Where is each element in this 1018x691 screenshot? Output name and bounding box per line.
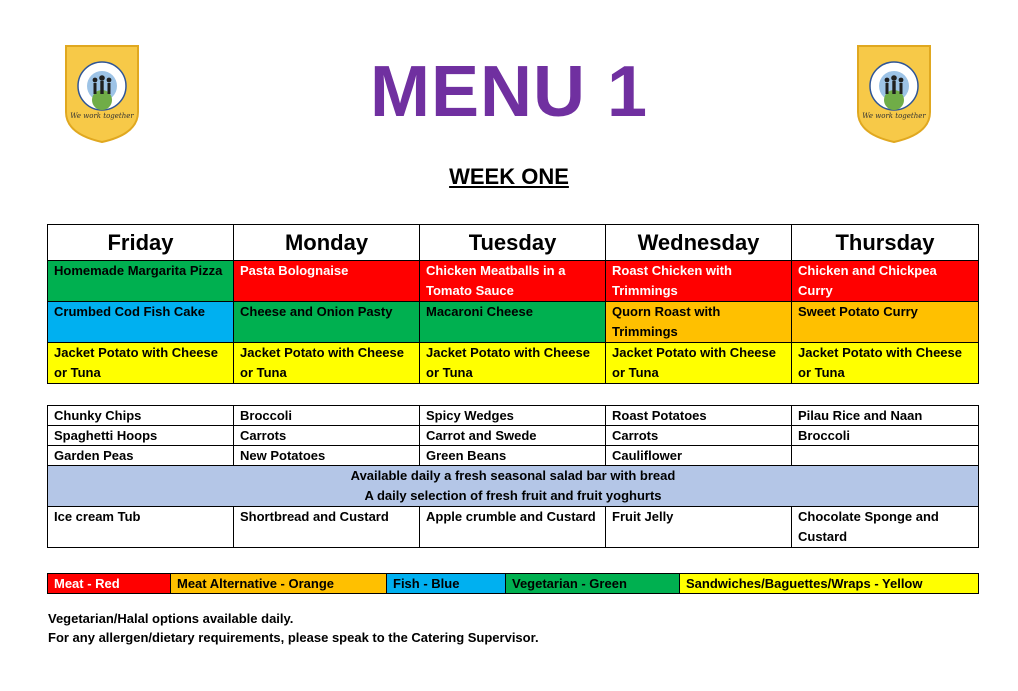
week-subtitle: WEEK ONE (449, 164, 569, 189)
side-cell: Green Beans (420, 446, 606, 466)
legend-item: Fish - Blue (387, 574, 506, 594)
day-header-row (48, 225, 979, 261)
fruit-line: A daily selection of fresh fruit and fruit yoghurts (364, 488, 662, 503)
side-cell: Garden Peas (48, 446, 234, 466)
side-cell (792, 446, 979, 466)
salad-bar-row (48, 466, 979, 507)
table-row (48, 343, 979, 384)
dessert-cell: Ice cream Tub (48, 507, 234, 548)
meal-cell: Crumbed Cod Fish Cake (48, 302, 234, 343)
meal-cell: Jacket Potato with Cheese or Tuna (606, 343, 792, 384)
dessert-cell: Shortbread and Custard (234, 507, 420, 548)
dessert-row (48, 507, 979, 548)
meal-cell: Macaroni Cheese (420, 302, 606, 343)
sides-table (47, 405, 979, 548)
table-row (48, 261, 979, 302)
meal-cell: Cheese and Onion Pasty (234, 302, 420, 343)
salad-bar-cell (48, 466, 979, 507)
main-meals-table (47, 224, 979, 384)
day-header: Wednesday (606, 225, 792, 261)
footer-notes (48, 609, 539, 647)
legend-row (48, 574, 979, 594)
legend-item: Meat Alternative - Orange (171, 574, 387, 594)
meal-cell: Roast Chicken with Trimmings (606, 261, 792, 302)
day-header: Tuesday (420, 225, 606, 261)
legend-item: Vegetarian - Green (506, 574, 680, 594)
meal-cell: Homemade Margarita Pizza (48, 261, 234, 302)
side-cell: Broccoli (234, 406, 420, 426)
side-cell: Spaghetti Hoops (48, 426, 234, 446)
side-cell: Roast Potatoes (606, 406, 792, 426)
day-header: Thursday (792, 225, 979, 261)
allergen-note: For any allergen/dietary requirements, please speak to the Catering Supervisor. (48, 630, 539, 645)
legend-item: Sandwiches/Baguettes/Wraps - Yellow (680, 574, 979, 594)
side-cell: Carrot and Swede (420, 426, 606, 446)
meal-cell: Chicken and Chickpea Curry (792, 261, 979, 302)
meal-cell: Chicken Meatballs in a Tomato Sauce (420, 261, 606, 302)
side-cell: New Potatoes (234, 446, 420, 466)
meal-cell: Jacket Potato with Cheese or Tuna (420, 343, 606, 384)
table-row (48, 426, 979, 446)
logo-motto: We work together (862, 112, 926, 120)
legend-item: Meat - Red (48, 574, 171, 594)
side-cell: Carrots (234, 426, 420, 446)
colour-legend (47, 573, 979, 594)
dessert-cell: Chocolate Sponge and Custard (792, 507, 979, 548)
table-row (48, 446, 979, 466)
side-cell: Spicy Wedges (420, 406, 606, 426)
meal-cell: Jacket Potato with Cheese or Tuna (234, 343, 420, 384)
meal-cell: Jacket Potato with Cheese or Tuna (792, 343, 979, 384)
page-title: MENU 1 (369, 52, 649, 132)
side-cell: Cauliflower (606, 446, 792, 466)
table-row (48, 406, 979, 426)
meal-cell: Quorn Roast with Trimmings (606, 302, 792, 343)
meal-cell: Sweet Potato Curry (792, 302, 979, 343)
side-cell: Carrots (606, 426, 792, 446)
side-cell: Pilau Rice and Naan (792, 406, 979, 426)
table-row (48, 302, 979, 343)
day-header: Monday (234, 225, 420, 261)
halal-note: Vegetarian/Halal options available daily. (48, 611, 294, 626)
dessert-cell: Apple crumble and Custard (420, 507, 606, 548)
salad-bar-line: Available daily a fresh seasonal salad bar with bread (350, 468, 676, 483)
day-header: Friday (48, 225, 234, 261)
meal-cell: Jacket Potato with Cheese or Tuna (48, 343, 234, 384)
meal-cell: Pasta Bolognaise (234, 261, 420, 302)
logo-motto: We work together (70, 112, 134, 120)
side-cell: Chunky Chips (48, 406, 234, 426)
dessert-cell: Fruit Jelly (606, 507, 792, 548)
side-cell: Broccoli (792, 426, 979, 446)
